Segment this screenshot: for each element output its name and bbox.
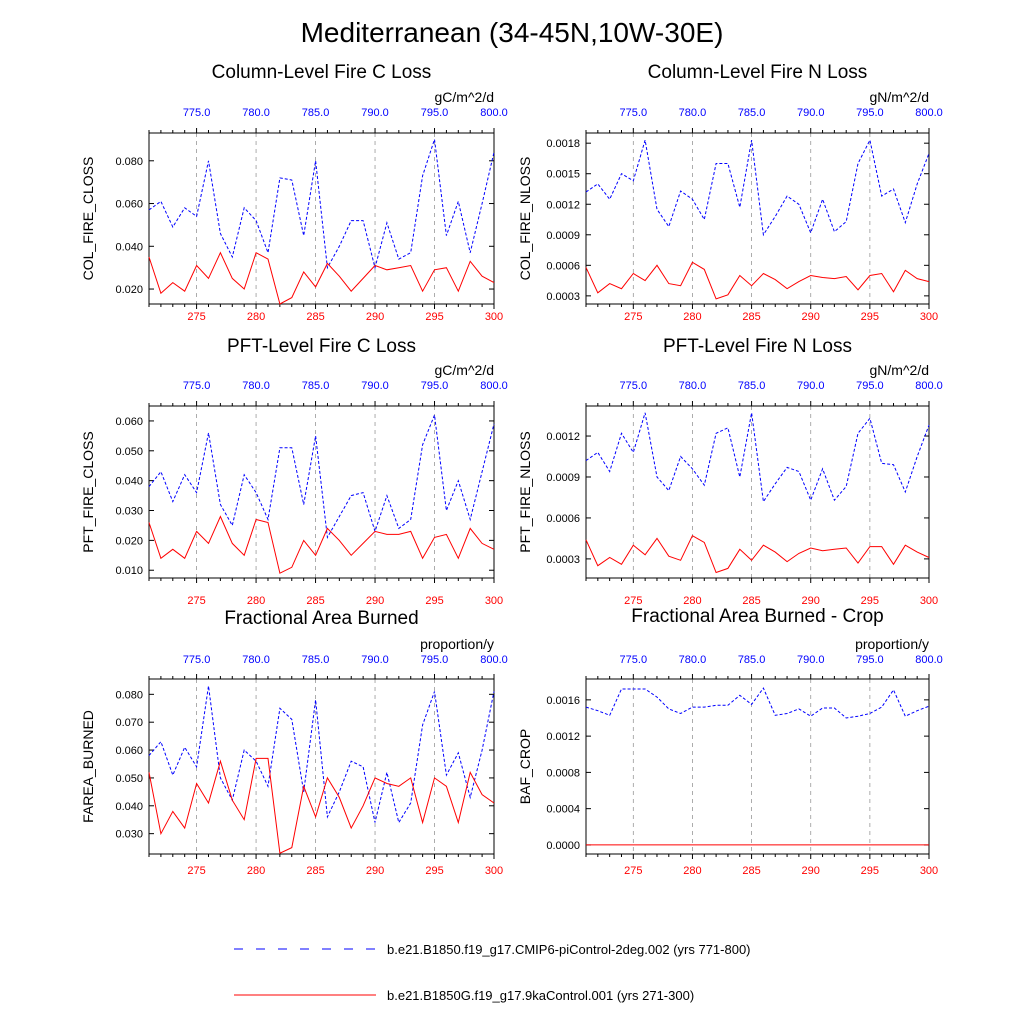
x-tick-label-top: 780.0 — [242, 380, 270, 392]
panel-title: Fractional Area Burned - Crop — [631, 606, 884, 627]
y-tick-label: 0.030 — [115, 505, 143, 518]
x-tick-label-top: 790.0 — [796, 654, 825, 666]
x-tick-label-top: 775.0 — [182, 380, 211, 392]
x-tick-label-bottom: 300 — [919, 311, 939, 323]
chart-panel-2 — [517, 62, 943, 323]
x-tick-label-bottom: 290 — [801, 311, 820, 323]
y-tick-label: 0.0015 — [546, 168, 580, 181]
y-tick-label: 0.040 — [115, 475, 143, 488]
x-tick-label-bottom: 290 — [801, 595, 820, 607]
x-tick-label-bottom: 295 — [425, 595, 444, 607]
x-tick-label-bottom: 295 — [860, 311, 880, 323]
x-tick-label-top: 785.0 — [737, 380, 766, 392]
x-tick-label-top: 800.0 — [915, 654, 943, 666]
y-tick-label: 0.0008 — [546, 767, 580, 780]
x-tick-label-bottom: 300 — [484, 595, 504, 607]
x-tick-label-top: 775.0 — [182, 654, 211, 666]
x-tick-label-bottom: 300 — [484, 311, 504, 323]
x-tick-label-top: 800.0 — [480, 654, 508, 666]
x-tick-label-top: 800.0 — [480, 380, 508, 392]
x-tick-label-bottom: 290 — [801, 865, 820, 877]
legend-label-blue: b.e21.B1850.f19_g17.CMIP6-piControl-2deg.002 (yrs 771-800) — [387, 942, 751, 957]
y-tick-label: 0.050 — [115, 772, 143, 785]
units-label: gC/m^2/d — [434, 362, 494, 378]
y-tick-label: 0.030 — [115, 828, 143, 841]
x-tick-label-top: 790.0 — [361, 654, 389, 666]
x-tick-label-bottom: 300 — [919, 595, 939, 607]
x-tick-label-bottom: 295 — [425, 865, 444, 877]
chart-panel-4 — [517, 336, 943, 607]
panel-title: PFT-Level Fire C Loss — [227, 336, 416, 357]
y-tick-label: 0.040 — [115, 241, 143, 254]
chart-panel-5 — [80, 608, 508, 877]
x-tick-label-top: 775.0 — [619, 654, 648, 666]
x-tick-label-top: 790.0 — [361, 380, 389, 392]
y-tick-label: 0.020 — [115, 535, 143, 548]
x-tick-label-bottom: 290 — [365, 865, 385, 877]
y-tick-label: 0.080 — [115, 155, 143, 168]
plot-frame — [586, 133, 929, 304]
x-tick-label-bottom: 280 — [683, 311, 702, 323]
x-tick-label-bottom: 300 — [484, 865, 504, 877]
x-tick-label-top: 780.0 — [678, 654, 707, 666]
y-tick-label: 0.050 — [115, 445, 143, 458]
x-tick-label-bottom: 280 — [683, 595, 702, 607]
x-tick-label-top: 785.0 — [301, 380, 330, 392]
chart-panel-3 — [80, 336, 508, 607]
series-line-red — [586, 536, 929, 573]
x-tick-label-top: 795.0 — [420, 380, 449, 392]
y-tick-label: 0.0006 — [546, 512, 580, 525]
y-axis-title: BAF_CROP — [517, 728, 533, 805]
x-tick-label-top: 775.0 — [182, 107, 211, 119]
x-tick-label-top: 800.0 — [915, 380, 943, 392]
series-line-blue — [149, 415, 494, 537]
x-tick-label-top: 780.0 — [678, 107, 707, 119]
x-tick-label-top: 785.0 — [737, 654, 766, 666]
x-tick-label-top: 780.0 — [678, 380, 707, 392]
x-tick-label-bottom: 280 — [246, 311, 266, 323]
panel-title: Column-Level Fire C Loss — [211, 62, 432, 83]
x-tick-label-top: 795.0 — [420, 107, 449, 119]
x-tick-label-top: 795.0 — [856, 380, 884, 392]
x-tick-label-top: 795.0 — [420, 654, 449, 666]
y-axis-title: COL_FIRE_NLOSS — [517, 156, 533, 281]
x-tick-label-bottom: 290 — [365, 595, 385, 607]
x-tick-label-bottom: 295 — [860, 595, 880, 607]
x-tick-label-top: 775.0 — [619, 107, 648, 119]
units-label: gN/m^2/d — [869, 89, 929, 105]
y-tick-label: 0.070 — [115, 717, 143, 730]
x-tick-label-top: 800.0 — [915, 107, 943, 119]
x-tick-label-top: 780.0 — [242, 107, 270, 119]
x-tick-label-bottom: 295 — [860, 865, 880, 877]
x-tick-label-top: 790.0 — [796, 380, 825, 392]
x-tick-label-bottom: 285 — [742, 865, 761, 877]
y-tick-label: 0.020 — [115, 284, 143, 297]
y-tick-label: 0.0012 — [546, 431, 580, 444]
x-tick-label-bottom: 285 — [742, 595, 761, 607]
x-tick-label-bottom: 285 — [306, 311, 325, 323]
x-tick-label-bottom: 285 — [306, 595, 325, 607]
y-axis-title: COL_FIRE_CLOSS — [80, 156, 96, 281]
x-tick-label-bottom: 280 — [246, 595, 266, 607]
x-tick-label-bottom: 280 — [683, 865, 702, 877]
y-tick-label: 0.0003 — [546, 290, 580, 303]
x-tick-label-bottom: 285 — [742, 311, 761, 323]
y-tick-label: 0.010 — [115, 565, 143, 578]
y-tick-label: 0.0018 — [546, 138, 580, 151]
x-tick-label-bottom: 295 — [425, 311, 444, 323]
series-line-red — [149, 253, 494, 304]
series-line-blue — [149, 686, 494, 823]
series-line-blue — [586, 413, 929, 502]
series-line-blue — [586, 140, 929, 235]
x-tick-label-bottom: 275 — [624, 865, 643, 877]
x-tick-label-bottom: 290 — [365, 311, 385, 323]
x-tick-label-top: 795.0 — [856, 654, 884, 666]
x-tick-label-bottom: 285 — [306, 865, 325, 877]
x-tick-label-bottom: 275 — [187, 595, 206, 607]
panel-title: Column-Level Fire N Loss — [647, 62, 868, 83]
panels — [80, 62, 943, 877]
y-tick-label: 0.060 — [115, 415, 143, 428]
x-tick-label-bottom: 275 — [187, 865, 206, 877]
panel-title: PFT-Level Fire N Loss — [663, 336, 852, 357]
y-tick-label: 0.0000 — [546, 839, 580, 852]
plot-frame — [586, 679, 929, 854]
x-tick-label-bottom: 280 — [246, 865, 266, 877]
y-axis-title: PFT_FIRE_NLOSS — [517, 431, 533, 553]
x-tick-label-top: 785.0 — [301, 107, 330, 119]
plot-frame — [149, 679, 494, 854]
x-tick-label-bottom: 300 — [919, 865, 939, 877]
plot-frame — [149, 406, 494, 578]
x-tick-label-top: 795.0 — [856, 107, 884, 119]
units-label: proportion/y — [420, 636, 494, 652]
chart-panel-6 — [517, 606, 943, 877]
series-line-red — [149, 758, 494, 853]
x-tick-label-top: 800.0 — [480, 107, 508, 119]
y-tick-label: 0.080 — [115, 689, 143, 702]
y-tick-label: 0.0004 — [546, 803, 580, 816]
x-tick-label-top: 790.0 — [796, 107, 825, 119]
y-axis-title: FAREA_BURNED — [80, 710, 96, 823]
legend-label-red: b.e21.B1850G.f19_g17.9kaControl.001 (yrs 271-300) — [387, 988, 695, 1003]
units-label: gC/m^2/d — [434, 89, 494, 105]
x-tick-label-top: 775.0 — [619, 380, 648, 392]
x-tick-label-top: 780.0 — [242, 654, 270, 666]
legend — [234, 942, 751, 1003]
chart-panel-1 — [80, 62, 508, 323]
y-tick-label: 0.0003 — [546, 553, 580, 566]
units-label: proportion/y — [855, 636, 929, 652]
x-tick-label-top: 785.0 — [737, 107, 766, 119]
panel-title: Fractional Area Burned — [224, 608, 419, 629]
series-line-red — [149, 517, 494, 574]
series-line-blue — [586, 688, 929, 718]
y-tick-label: 0.060 — [115, 745, 143, 758]
x-tick-label-top: 785.0 — [301, 654, 330, 666]
x-tick-label-bottom: 275 — [187, 311, 206, 323]
x-tick-label-top: 790.0 — [361, 107, 389, 119]
y-tick-label: 0.040 — [115, 800, 143, 813]
y-tick-label: 0.0012 — [546, 199, 580, 212]
y-tick-label: 0.0009 — [546, 229, 580, 242]
y-tick-label: 0.060 — [115, 198, 143, 211]
series-line-red — [586, 262, 929, 299]
units-label: gN/m^2/d — [869, 362, 929, 378]
main-title: Mediterranean (34-45N,10W-30E) — [300, 17, 724, 48]
y-tick-label: 0.0009 — [546, 471, 580, 484]
y-tick-label: 0.0016 — [546, 694, 580, 707]
y-tick-label: 0.0012 — [546, 731, 580, 744]
x-tick-label-bottom: 275 — [624, 595, 643, 607]
x-tick-label-bottom: 275 — [624, 311, 643, 323]
y-tick-label: 0.0006 — [546, 260, 580, 273]
series-line-blue — [149, 139, 494, 267]
y-axis-title: PFT_FIRE_CLOSS — [80, 431, 96, 553]
